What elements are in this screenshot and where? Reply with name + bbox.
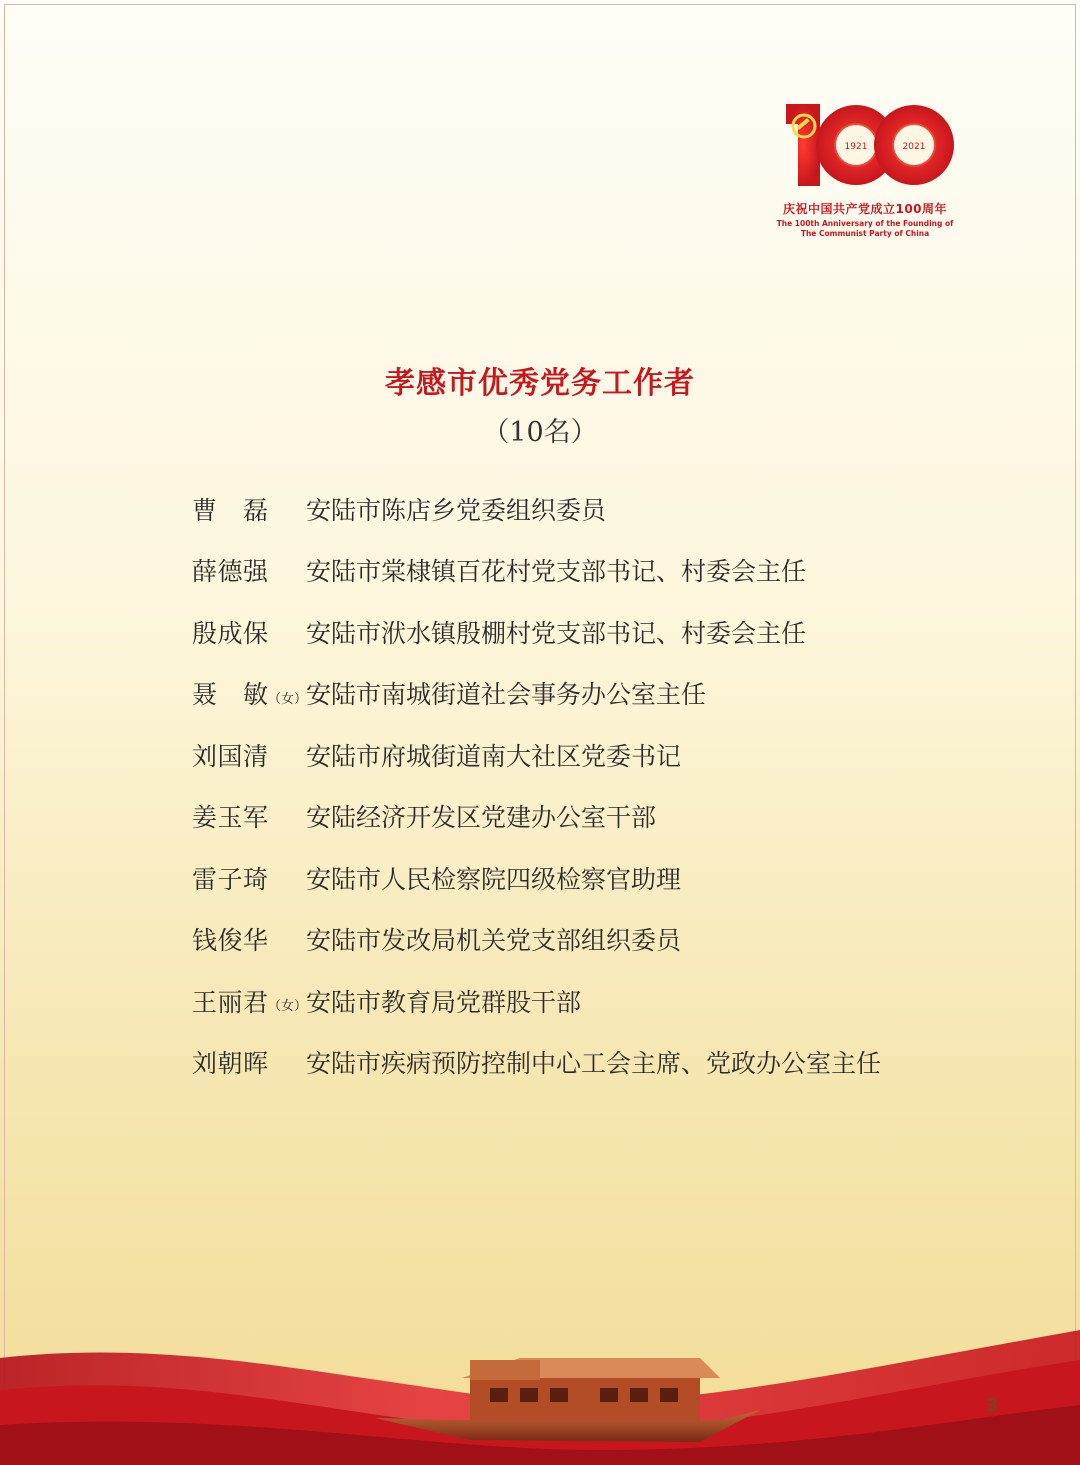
list-item bbox=[192, 1032, 952, 1094]
list-item bbox=[192, 909, 952, 971]
year-right-label: 2021 bbox=[902, 142, 926, 152]
honoree-name: 钱俊华 bbox=[192, 926, 268, 956]
page-title: 孝感市优秀党务工作者 bbox=[385, 366, 695, 401]
honoree-name: 王丽君 bbox=[192, 987, 268, 1017]
honoree-name: 聂 敏 bbox=[192, 680, 268, 710]
honoree-position: 安陆市府城街道南大社区党委书记 bbox=[306, 741, 682, 771]
footer-ribbon-boat-art bbox=[0, 1300, 1080, 1465]
honoree-list bbox=[192, 478, 952, 1093]
honoree-name: 刘朝晖 bbox=[192, 1049, 268, 1079]
honoree-name: 曹 磊 bbox=[192, 495, 268, 525]
list-item bbox=[192, 540, 952, 602]
centenary-emblem bbox=[776, 100, 956, 196]
honoree-count: （10名） bbox=[482, 417, 598, 448]
gender-mark: （女） bbox=[268, 691, 308, 707]
gender-mark: （女） bbox=[268, 999, 308, 1015]
honoree-name: 殷成保 bbox=[192, 618, 268, 648]
honoree-name: 刘国清 bbox=[192, 741, 268, 771]
honoree-position: 安陆经济开发区党建办公室干部 bbox=[306, 803, 657, 833]
logo-caption-en-line2: The Communist Party of China bbox=[800, 229, 930, 238]
list-item bbox=[192, 847, 952, 909]
honoree-position: 安陆市发改局机关党支部组织委员 bbox=[306, 926, 682, 956]
honoree-position: 安陆市教育局党群股干部 bbox=[306, 987, 582, 1017]
honoree-position: 安陆市洑水镇殷棚村党支部书记、村委会主任 bbox=[306, 618, 807, 648]
list-item bbox=[192, 970, 952, 1032]
logo-caption-cn: 庆祝中国共产党成立100周年 bbox=[782, 202, 948, 216]
honoree-position: 安陆市南城街道社会事务办公室主任 bbox=[306, 680, 707, 710]
honoree-position: 安陆市陈店乡党委组织委员 bbox=[306, 495, 607, 525]
year-left-label: 1921 bbox=[844, 142, 868, 152]
honoree-name: 姜玉军 bbox=[192, 803, 268, 833]
honoree-position: 安陆市棠棣镇百花村党支部书记、村委会主任 bbox=[306, 557, 807, 587]
list-item bbox=[192, 663, 952, 725]
anniversary-logo bbox=[770, 100, 960, 240]
list-item bbox=[192, 601, 952, 663]
honoree-name: 雷子琦 bbox=[192, 864, 268, 894]
logo-caption-en-line1: The 100th Anniversary of the Founding of bbox=[776, 219, 954, 228]
honoree-name: 薛德强 bbox=[192, 557, 268, 587]
page-number: 3 bbox=[986, 1396, 998, 1416]
list-item bbox=[192, 478, 952, 540]
list-item bbox=[192, 724, 952, 786]
list-item bbox=[192, 786, 952, 848]
honoree-position: 安陆市疾病预防控制中心工会主席、党政办公室主任 bbox=[306, 1049, 882, 1079]
honoree-position: 安陆市人民检察院四级检察官助理 bbox=[306, 864, 682, 894]
